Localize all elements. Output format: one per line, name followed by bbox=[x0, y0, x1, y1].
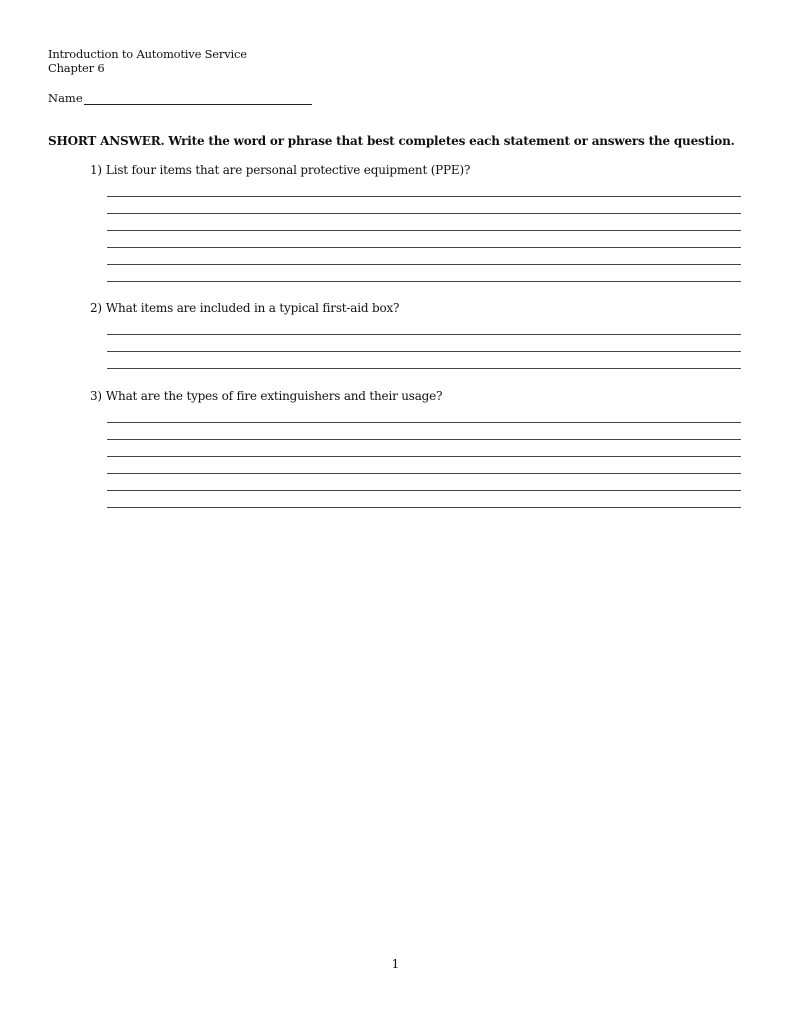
course-title: Introduction to Automotive Service bbox=[48, 47, 247, 61]
answer-line bbox=[107, 456, 741, 457]
answer-line bbox=[107, 230, 741, 231]
answer-line bbox=[107, 490, 741, 491]
question-number: 2) bbox=[90, 301, 102, 315]
question-3 bbox=[90, 389, 442, 404]
answer-line bbox=[107, 473, 741, 474]
answer-line bbox=[107, 422, 741, 423]
name-label: Name bbox=[48, 91, 83, 105]
page-number: 1 bbox=[391, 957, 400, 971]
answer-line bbox=[107, 368, 741, 369]
question-number: 1) bbox=[90, 163, 102, 177]
question-text: What items are included in a typical first-aid box? bbox=[105, 301, 400, 315]
question-1 bbox=[90, 163, 470, 178]
answer-line bbox=[107, 196, 741, 197]
answer-line bbox=[107, 281, 741, 282]
question-2 bbox=[90, 301, 399, 316]
section-instructions: SHORT ANSWER. Write the word or phrase that best completes each statement or answers the question. bbox=[48, 134, 735, 148]
answer-line bbox=[107, 507, 741, 508]
question-number: 3) bbox=[90, 389, 102, 403]
name-field-row bbox=[48, 91, 312, 105]
answer-line bbox=[107, 213, 741, 214]
answer-line bbox=[107, 247, 741, 248]
question-text: List four items that are personal protective equipment (PPE)? bbox=[105, 163, 471, 177]
answer-line bbox=[107, 439, 741, 440]
name-blank-line[interactable] bbox=[84, 92, 312, 105]
answer-line bbox=[107, 351, 741, 352]
chapter-label: Chapter 6 bbox=[48, 61, 105, 75]
answer-line bbox=[107, 264, 741, 265]
answer-line bbox=[107, 334, 741, 335]
question-text: What are the types of fire extinguishers and their usage? bbox=[105, 389, 443, 403]
